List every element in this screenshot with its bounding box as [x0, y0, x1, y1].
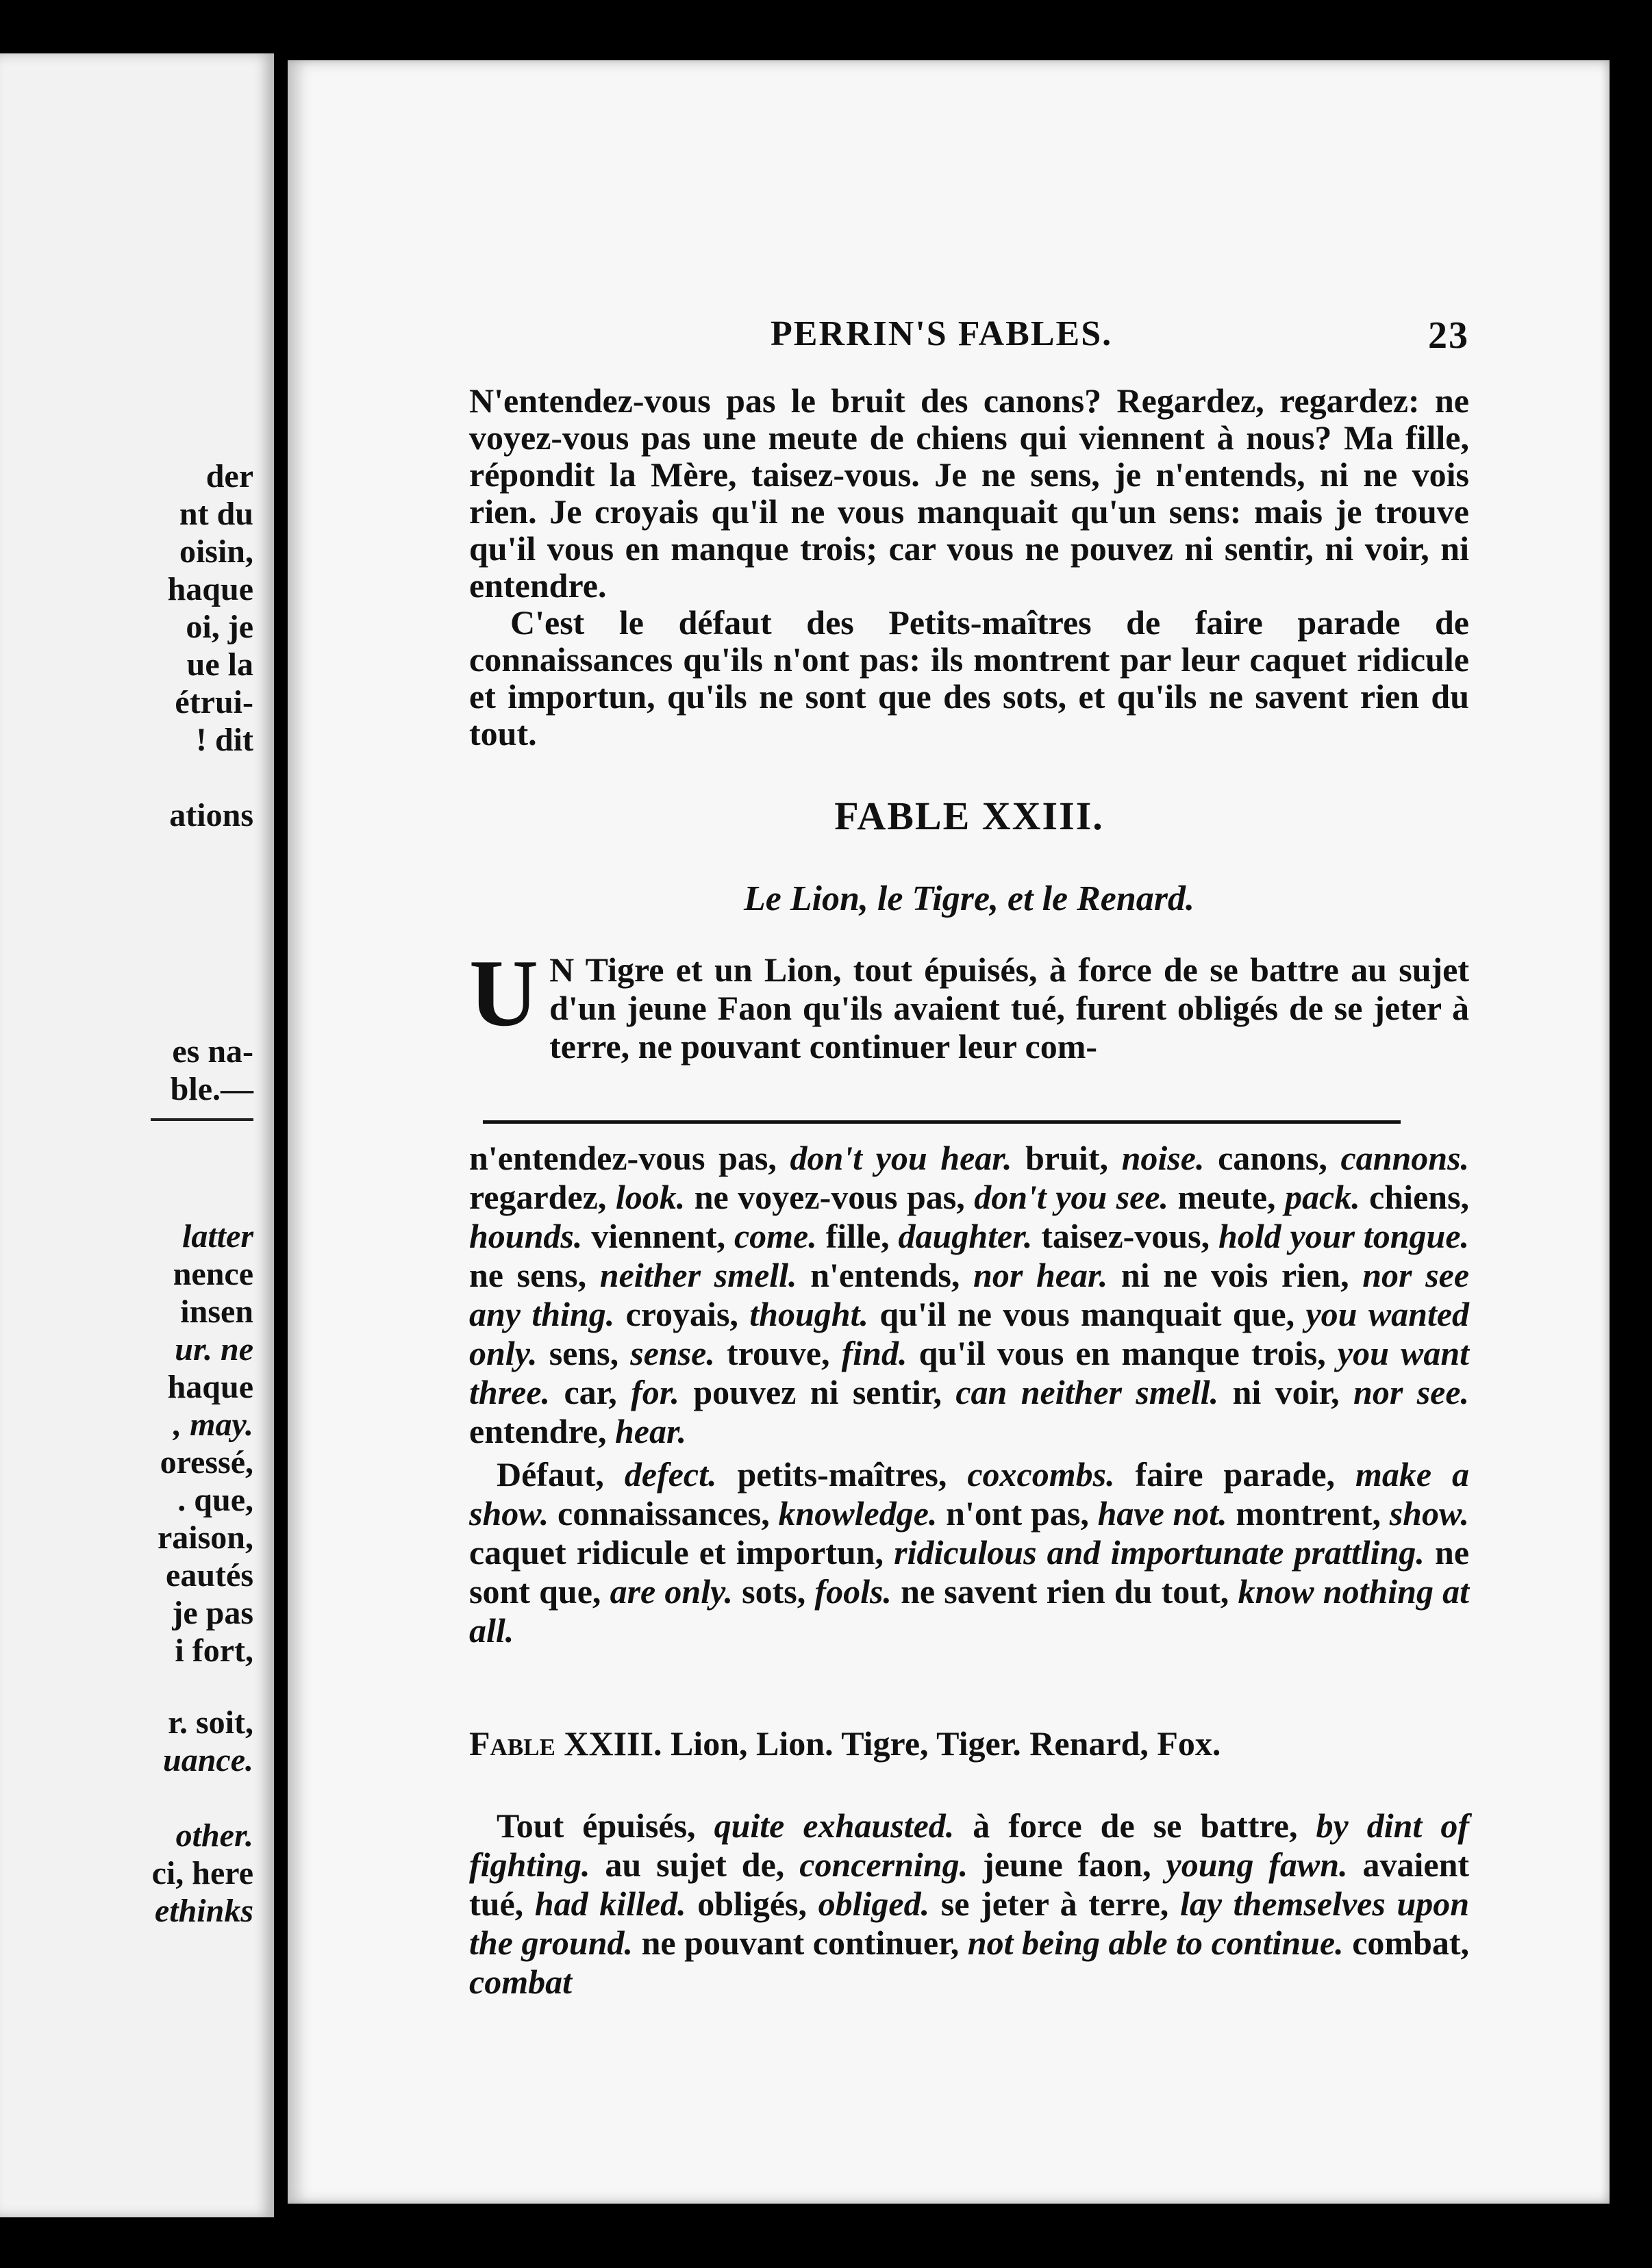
- glossary-translation: coxcombs.: [967, 1455, 1115, 1494]
- glossary-fable-terms: [671, 1724, 1221, 1763]
- glossary-translation: sense.: [630, 1334, 715, 1372]
- glossary-translation: you want three.: [469, 1334, 1470, 1411]
- glossary-term: combat,: [1352, 1924, 1470, 1962]
- glossary-translation: lay themselves upon the ground.: [469, 1885, 1470, 1962]
- glossary-term: obligés,: [697, 1885, 807, 1923]
- previous-page-line: ur. ne: [175, 1331, 253, 1368]
- glossary-term: n'ont pas,: [946, 1494, 1089, 1533]
- page-number: 23: [1428, 314, 1469, 357]
- glossary-translation: hounds.: [469, 1217, 583, 1255]
- glossary-translation: concerning.: [799, 1845, 968, 1884]
- previous-page-line: es na-: [172, 1033, 253, 1070]
- glossary-translation: ridiculous and importunate prattling.: [894, 1533, 1425, 1572]
- glossary-translation: can neither smell.: [955, 1373, 1219, 1411]
- previous-page-line: der: [205, 458, 253, 494]
- glossary-term: taisez-vous,: [1041, 1217, 1210, 1255]
- glossary-translation: defect.: [624, 1455, 717, 1494]
- previous-page-line: r. soit,: [168, 1704, 253, 1741]
- drop-cap: U: [469, 940, 539, 1046]
- glossary-translation: neither smell.: [599, 1256, 797, 1294]
- glossary-term: sots,: [742, 1572, 806, 1611]
- previous-page-line: ci, here: [151, 1855, 253, 1891]
- glossary-term: n'entendez-vous pas,: [469, 1139, 777, 1177]
- glossary-translation: nor see any thing.: [469, 1256, 1470, 1333]
- previous-page-line: ble.—: [170, 1071, 253, 1107]
- glossary-translation: young fawn.: [1166, 1845, 1348, 1884]
- previous-page-line: oi, je: [186, 609, 253, 645]
- previous-page-line: ations: [169, 797, 253, 833]
- glossary-translation: nor hear.: [973, 1256, 1108, 1294]
- fable-subtitle: Le Lion, le Tigre, et le Renard.: [743, 879, 1195, 918]
- glossary-translation: know nothing at all.: [469, 1572, 1470, 1650]
- running-title: PERRIN'S FABLES.: [771, 314, 1113, 353]
- fable-heading: FABLE XXIII.: [834, 794, 1104, 838]
- previous-page-line: oressé,: [160, 1444, 253, 1480]
- glossary-translation: look.: [615, 1178, 686, 1216]
- glossary-term: trouve,: [727, 1334, 830, 1372]
- previous-page-line: haque: [167, 1369, 253, 1405]
- glossary-translation: nor see.: [1353, 1373, 1470, 1411]
- moral-paragraph: C'est le défaut des Petits-maîtres de faire parade de connaissances qu'ils n'ont pas: ils montrent par leur caquet ridicule et importun, qu'ils ne sont que des sots, et qu'ils ne savent rien du tout.: [469, 603, 1469, 753]
- glossary-fable-label: Fable: [469, 1724, 555, 1763]
- glossary-term: car,: [564, 1373, 617, 1411]
- footnote-divider: [483, 1120, 1401, 1124]
- fable-opening: [469, 940, 1469, 1066]
- glossary-term: viennent,: [591, 1217, 726, 1255]
- glossary-term: faire parade,: [1135, 1455, 1336, 1494]
- previous-page-line: je pas: [172, 1595, 253, 1631]
- glossary-translation: don't you hear.: [790, 1139, 1012, 1177]
- previous-page-line: nt du: [179, 496, 253, 532]
- glossary-term: se jeter à terre,: [940, 1885, 1169, 1923]
- glossary-fable-line: [469, 1724, 1469, 1763]
- glossary-translation: quite exhausted.: [714, 1806, 955, 1845]
- glossary-translation: Lion.: [756, 1724, 834, 1763]
- glossary-term: sens,: [549, 1334, 619, 1372]
- glossary-translation: thought.: [749, 1295, 868, 1333]
- glossary-translation: don't you see.: [974, 1178, 1169, 1216]
- book-page: [288, 60, 1610, 2204]
- glossary-term: meute,: [1177, 1178, 1276, 1216]
- glossary-term: jeune faon,: [983, 1845, 1151, 1884]
- fable-opening-text: N Tigre et un Lion, tout épuisés, à force de se battre au sujet d'un jeune Faon qu'ils avaient tué, furent obligés de se jeter à terre, ne pouvant continuer leur com-: [549, 950, 1469, 1066]
- glossary-term: connaissances,: [558, 1494, 770, 1533]
- previous-page: [0, 53, 274, 2217]
- glossary-fable-number: XXIII.: [564, 1724, 662, 1763]
- previous-page-line: ! dit: [196, 722, 253, 758]
- glossary-term: ne sens,: [469, 1256, 587, 1294]
- glossary-term: petits-maîtres,: [737, 1455, 947, 1494]
- glossary-term: Tigre,: [841, 1724, 929, 1763]
- glossary-term: fille,: [825, 1217, 890, 1255]
- glossary-term: montrent,: [1236, 1494, 1381, 1533]
- fable-paragraph: N'entendez-vous pas le bruit des canons? Regardez, regardez: ne voyez-vous pas une meute de chiens qui viennent à nous? Ma fille, répondit la Mère, taisez-vous. Je ne sens, je n'entends, ni ne vois rien. Je croyais qu'il ne vous manquait qu'un sens: mais je trouve qu'il vous en manque trois; car vous ne pouvez ni sentir, ni voir, ni entendre.: [469, 381, 1469, 605]
- previous-page-line: raison,: [157, 1520, 253, 1556]
- glossary-paragraph: [469, 1806, 1469, 2002]
- previous-page-line: ethinks: [154, 1893, 253, 1929]
- previous-page-line: nence: [173, 1256, 253, 1292]
- glossary-translation: had killed.: [534, 1885, 686, 1923]
- glossary-term: Renard,: [1029, 1724, 1149, 1763]
- previous-page-rule: [151, 1118, 253, 1121]
- glossary-translation: hear.: [614, 1412, 687, 1450]
- glossary-translation: knowledge.: [778, 1494, 938, 1533]
- glossary-term: Lion,: [670, 1724, 748, 1763]
- glossary-paragraph: [469, 1455, 1469, 1650]
- glossary-term: avaient tué,: [469, 1845, 1470, 1923]
- glossary-translation: come.: [734, 1217, 817, 1255]
- glossary-translation: make a show.: [469, 1455, 1470, 1533]
- glossary-translation: Fox.: [1157, 1724, 1221, 1763]
- glossary-term: pouvez ni sentir,: [693, 1373, 942, 1411]
- glossary-translation: you wanted only.: [469, 1295, 1470, 1372]
- previous-page-line: , may.: [173, 1407, 253, 1443]
- glossary-translation: combat: [469, 1963, 572, 2001]
- glossary-term: chiens,: [1369, 1178, 1470, 1216]
- glossary-term: ne pouvant continuer,: [641, 1924, 960, 1962]
- glossary-term: au sujet de,: [605, 1845, 785, 1884]
- glossary-term: n'entends,: [810, 1256, 960, 1294]
- glossary-term: bruit,: [1025, 1139, 1108, 1177]
- previous-page-line: étrui-: [175, 684, 253, 720]
- glossary-translation: hold your tongue.: [1218, 1217, 1470, 1255]
- glossary-translation: cannons.: [1340, 1139, 1470, 1177]
- glossary-term: Tout épuisés,: [497, 1806, 696, 1845]
- previous-page-line: ue la: [186, 646, 253, 683]
- previous-page-line: i fort,: [175, 1633, 253, 1669]
- glossary-term: qu'il ne vous manquait que,: [879, 1295, 1295, 1333]
- glossary-term: canons,: [1218, 1139, 1327, 1177]
- previous-page-line: haque: [167, 571, 253, 607]
- glossary-term: ne voyez-vous pas,: [694, 1178, 965, 1216]
- glossary-translation: pack.: [1285, 1178, 1360, 1216]
- glossary: [469, 1139, 1469, 1654]
- glossary-term: regardez,: [469, 1178, 607, 1216]
- scan-edge: [1610, 0, 1652, 2268]
- previous-page-line: latter: [182, 1218, 253, 1255]
- glossary-translation: not being able to continue.: [967, 1924, 1344, 1962]
- previous-page-line: eautés: [166, 1557, 253, 1593]
- glossary-term: ni voir,: [1232, 1373, 1340, 1411]
- previous-page-line: uance.: [163, 1742, 253, 1778]
- glossary-translation: have not.: [1097, 1494, 1227, 1533]
- previous-page-line: other.: [175, 1817, 253, 1854]
- glossary-term: Défaut,: [497, 1455, 604, 1494]
- glossary-term: croyais,: [625, 1295, 738, 1333]
- previous-page-line: . que,: [177, 1482, 253, 1518]
- glossary-term: entendre,: [469, 1412, 607, 1450]
- glossary-translation: for.: [631, 1373, 679, 1411]
- glossary-translation: Tiger.: [936, 1724, 1021, 1763]
- glossary-term: à force de se battre,: [973, 1806, 1298, 1845]
- glossary-term: ne sont que,: [469, 1533, 1470, 1611]
- glossary-term: ni ne vois rien,: [1121, 1256, 1349, 1294]
- glossary-translation: obliged.: [818, 1885, 930, 1923]
- glossary-term: ne savent rien du tout,: [901, 1572, 1229, 1611]
- fable-text: [469, 382, 1469, 752]
- glossary-term: caquet ridicule et importun,: [469, 1533, 884, 1572]
- glossary-term: qu'il vous en manque trois,: [918, 1334, 1326, 1372]
- glossary-paragraph: [469, 1139, 1469, 1451]
- previous-page-line: oisin,: [179, 533, 253, 570]
- glossary-translation: by dint of fighting.: [469, 1806, 1470, 1884]
- glossary-translation: daughter.: [898, 1217, 1033, 1255]
- glossary-translation: noise.: [1121, 1139, 1205, 1177]
- previous-page-line: insen: [180, 1294, 253, 1330]
- glossary-translation: show.: [1389, 1494, 1469, 1533]
- glossary-translation: are only.: [610, 1572, 733, 1611]
- glossary-translation: fools.: [814, 1572, 892, 1611]
- glossary-translation: find.: [841, 1334, 908, 1372]
